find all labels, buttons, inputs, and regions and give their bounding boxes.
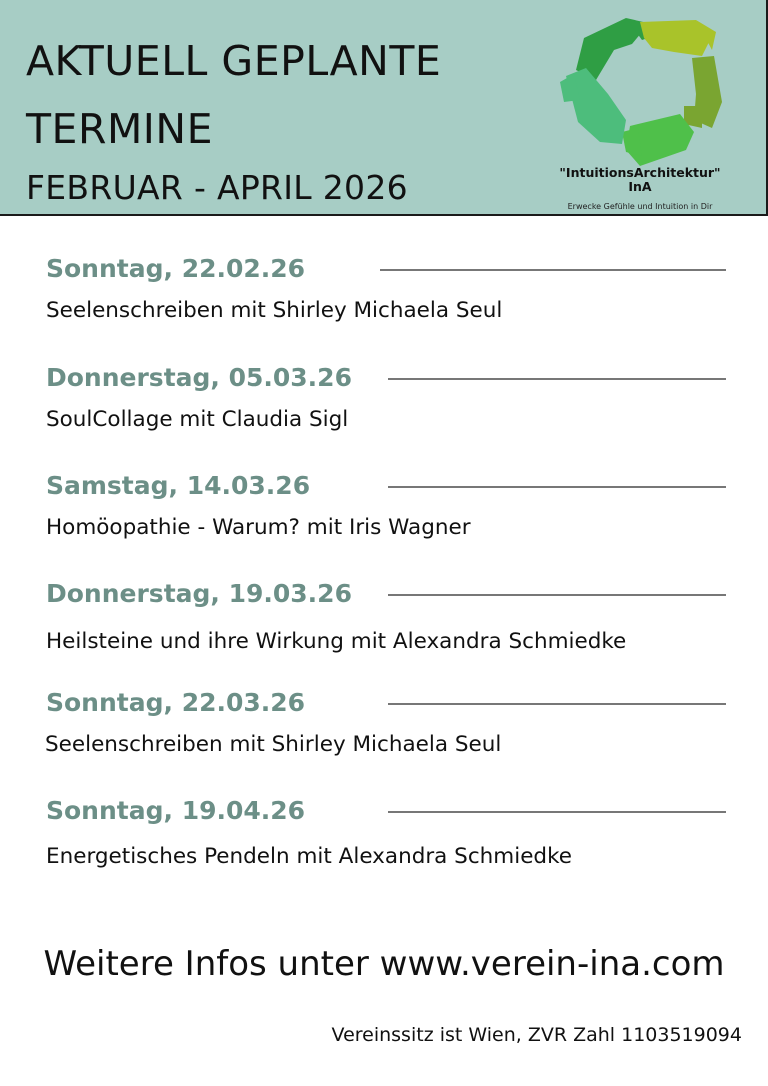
page-title-line2: TERMINE	[26, 105, 213, 153]
header-banner	[0, 0, 768, 216]
logo-name: "IntuitionsArchitektur" InA	[559, 165, 721, 194]
divider-line	[388, 811, 726, 813]
more-info-text: Weitere Infos unter www.verein-ina.com	[43, 944, 725, 984]
event-item	[46, 579, 726, 659]
event-description: Energetisches Pendeln mit Alexandra Schmiedke	[46, 844, 572, 869]
logo-tagline: Erwecke Gefühle und Intuition in Dir	[567, 202, 713, 211]
event-description: SoulCollage mit Claudia Sigl	[46, 407, 349, 432]
divider-line	[388, 594, 726, 596]
event-date: Samstag, 14.03.26	[46, 471, 311, 500]
hand-olive-green-icon	[684, 56, 722, 128]
event-item	[46, 254, 726, 334]
event-description: Seelenschreiben mit Shirley Michaela Seul	[45, 732, 502, 757]
event-date: Sonntag, 19.04.26	[46, 796, 306, 825]
event-description: Heilsteine und ihre Wirkung mit Alexandra Schmiedke	[46, 629, 627, 654]
divider-line	[388, 703, 726, 705]
event-item	[46, 688, 726, 768]
event-date: Sonntag, 22.02.26	[46, 254, 306, 283]
hand-teal-green-icon	[560, 68, 626, 144]
hand-yellow-green-icon	[640, 20, 716, 56]
hands-circle-logo-icon	[556, 10, 736, 175]
event-date: Donnerstag, 05.03.26	[46, 363, 352, 392]
page-title-line1: AKTUELL GEPLANTE	[26, 37, 442, 85]
event-item	[46, 796, 726, 876]
event-date: Donnerstag, 19.03.26	[46, 579, 352, 608]
divider-line	[388, 486, 726, 488]
event-item	[46, 471, 726, 551]
event-item	[46, 363, 726, 443]
divider-line	[388, 378, 726, 380]
event-date: Sonntag, 22.03.26	[46, 688, 306, 717]
divider-line	[380, 269, 726, 271]
event-description: Homöopathie - Warum? mit Iris Wagner	[46, 515, 471, 540]
hand-light-green-icon	[622, 114, 694, 166]
page-subtitle: FEBRUAR - APRIL 2026	[26, 168, 408, 207]
footer-text: Vereinssitz ist Wien, ZVR Zahl 1103519094	[331, 1024, 742, 1046]
event-description: Seelenschreiben mit Shirley Michaela Seul	[46, 298, 503, 323]
